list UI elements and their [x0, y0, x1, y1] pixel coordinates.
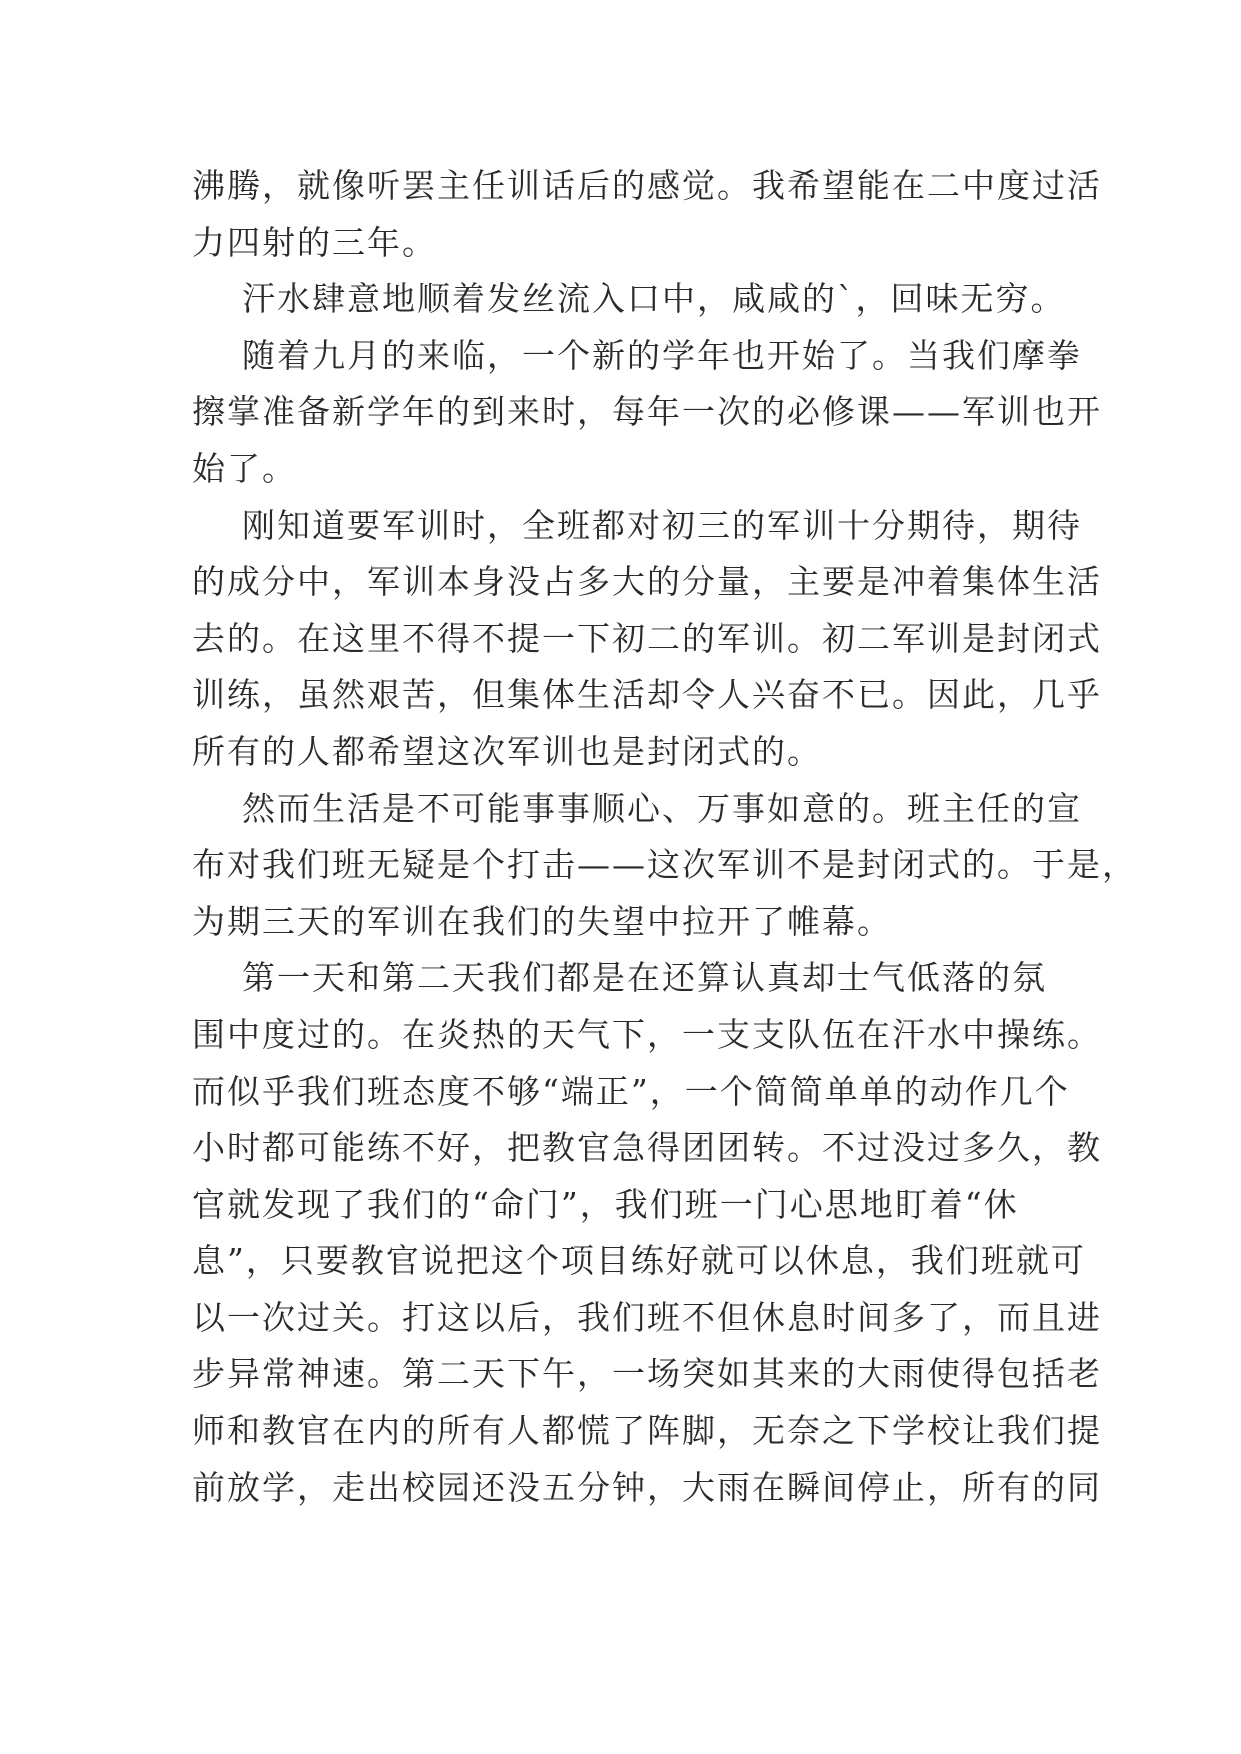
text-line: 的成分中，军训本身没占多大的分量，主要是冲着集体生活	[192, 562, 1102, 602]
text-line: 所有的人都希望这次军训也是封闭式的。	[192, 731, 822, 771]
text-line: 沸腾，就像听罢主任训话后的感觉。我希望能在二中度过活	[192, 166, 1102, 205]
text-line: 官就发现了我们的“命门”，我们班一门心思地盯着“休	[192, 1184, 1019, 1224]
document-body	[192, 158, 1137, 1516]
text-line: 小时都可能练不好，把教官急得团团转。不过没过多久，教	[192, 1128, 1102, 1168]
text-line: 随着九月的来临，一个新的学年也开始了。当我们摩拳	[192, 335, 1082, 375]
text-line: 围中度过的。在炎热的天气下，一支支队伍在汗水中操练。	[192, 1014, 1102, 1054]
text-line: 以一次过关。打这以后，我们班不但休息时间多了，而且进	[192, 1297, 1102, 1337]
text-line: 去的。在这里不得不提一下初二的军训。初二军训是封闭式	[192, 618, 1102, 658]
text-line: 步异常神速。第二天下午，一场突如其来的大雨使得包括老	[192, 1354, 1102, 1394]
text-line: 师和教官在内的所有人都慌了阵脚，无奈之下学校让我们提	[192, 1411, 1102, 1451]
text-line: 擦掌准备新学年的到来时，每年一次的必修课——军训也开	[192, 392, 1102, 432]
text-line: 力四射的三年。	[192, 222, 437, 262]
text-line: 始了。	[192, 448, 297, 488]
text-line: 而似乎我们班态度不够“端正”，一个简简单单的动作几个	[192, 1071, 1070, 1111]
text-line: 训练，虽然艰苦，但集体生活却令人兴奋不已。因此，几乎	[192, 675, 1102, 715]
text-line: 息”，只要教官说把这个项目练好就可以休息，我们班就可	[192, 1241, 1086, 1281]
text-line: 刚知道要军训时，全班都对初三的军训十分期待，期待	[192, 505, 1082, 545]
text-line: 汗水肆意地顺着发丝流入口中，咸咸的`，回味无穷。	[192, 279, 1066, 319]
text-line: 然而生活是不可能事事顺心、万事如意的。班主任的宣	[192, 788, 1082, 828]
text-line: 第一天和第二天我们都是在还算认真却士气低落的氛	[192, 958, 1047, 998]
text-line: 布对我们班无疑是个打击——这次军训不是封闭式的。于是，	[192, 845, 1137, 885]
text-line: 前放学，走出校园还没五分钟，大雨在瞬间停止，所有的同	[192, 1467, 1102, 1507]
text-line: 为期三天的军训在我们的失望中拉开了帷幕。	[192, 901, 892, 941]
